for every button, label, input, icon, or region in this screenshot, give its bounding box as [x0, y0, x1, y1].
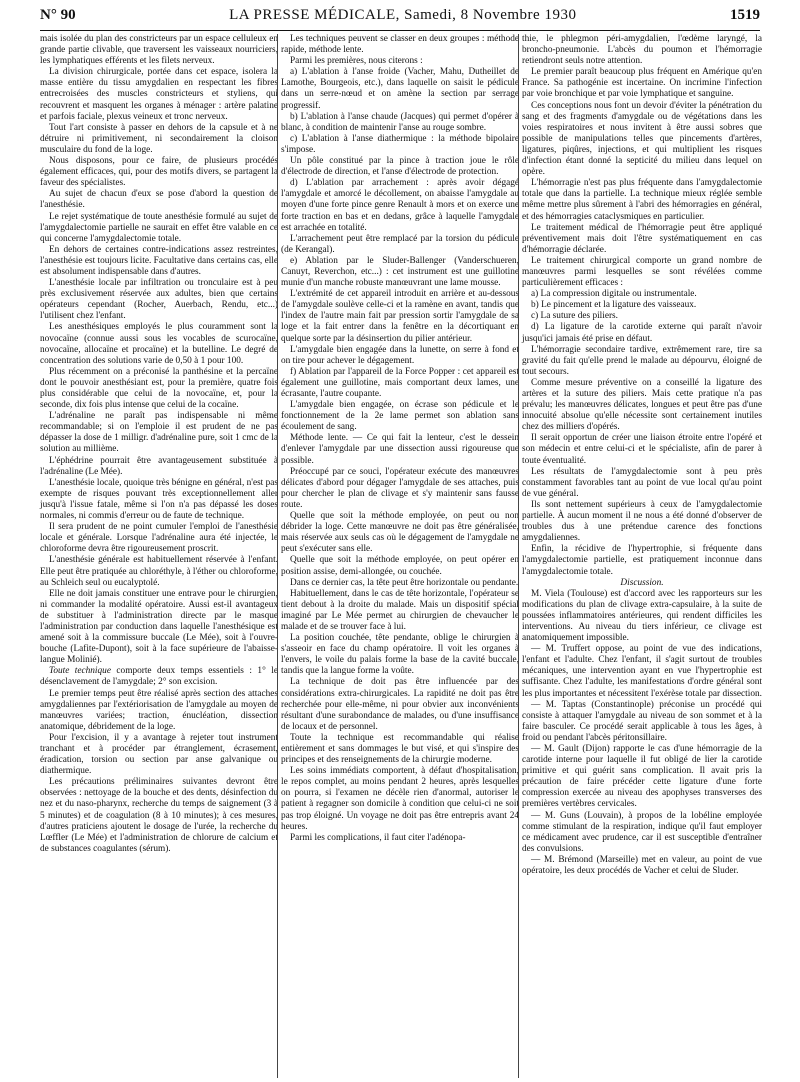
paragraph-text: e) Ablation par le Sluder-Ballenger (Vanderschueren, Canuyt, Reverchon, etc...) : cet instrument est une guillotine munie d'un manche robuste manœuvrant une lame mousse.	[281, 255, 519, 289]
text-column-1	[40, 34, 278, 855]
paragraph-text: thie, le phlegmon péri-amygdalien, l'œdème laryngé, la broncho-pneumonie. L'abcès du poumon et l'hémorragie retiendront seuls notre attention.	[522, 34, 762, 67]
paragraph	[40, 212, 278, 245]
paragraph-text: Au sujet de chacun d'eux se pose d'abord la question de l'anesthésie.	[40, 189, 278, 211]
text-column-3	[522, 34, 762, 877]
paragraph	[281, 56, 519, 67]
paragraph-text: Plus récemment on a préconisé la panthésine et la percaïne dont le pouvoir anesthésiant est, pour la première, quatre fois plus considérable que celui de la novocaïne, et, pour la seconde, dix fois plus intense que celui de la cocaïne.	[40, 366, 278, 411]
paragraph	[522, 34, 762, 67]
paragraph-text: a) L'ablation à l'anse froide (Vacher, Mahu, Dutheillet de Lamothe, Bourgeois, etc.), dans laquelle on saisit le pédicule dans un serre-nœud et on amène la section par serrage progressif.	[281, 67, 519, 111]
paragraph-text: L'amygdale bien engagée, on écrase son pédicule et le fonctionnement de la 2e lame permet son ablation sans écoulement de sang.	[281, 400, 519, 433]
paragraph	[281, 367, 519, 400]
paragraph	[522, 644, 762, 699]
paragraph-text: Les techniques peuvent se classer en deux groupes : méthode rapide, méthode lente.	[281, 34, 519, 56]
paragraph	[40, 367, 278, 411]
paragraph	[40, 278, 278, 322]
paragraph-text: Enfin, la récidive de l'hypertrophie, si fréquente dans l'amygdalectomie partielle, est pratiquement inconnue dans l'amygdalectomie totale.	[522, 544, 762, 577]
paragraph-text: L'anesthésie locale par infiltration ou tronculaire est à peu près exclusivement réservée aux adultes, bien que certains opérateurs cependant (Rocher, Auerbach, Rendu, etc...) l'utilisent chez l'enfant.	[40, 278, 278, 322]
paragraph	[40, 733, 278, 777]
paragraph	[281, 156, 519, 178]
paragraph	[281, 400, 519, 433]
paragraph-text: Les soins immédiats comportent, à défaut d'hospitalisation, le repos complet, au moins pendant 2 heures, après lesquelles on pourra, si l'examen ne décèle rien d'anormal, autoriser le patient à regagner son domicile à condition que celui-ci ne soit pas trop éloigné. Un voyage ne doit pas être entrepris avant 24 heures.	[281, 766, 519, 832]
paragraph-text: L'anesthésie générale est habituellement réservée à l'enfant. Elle peut être pratiquée au chloréthyle, à l'éther ou chloroforme, au Schleich seul ou eucalyptolé.	[40, 555, 278, 588]
paragraph-text: M. Viela (Toulouse) est d'accord avec les rapporteurs sur les modifications du plan de clivage extra-capsulaire, à la suite de poussées inflammatoires antérieures, qui rendent difficiles les interventions. Au niveau du tiers inférieur, ce clivage est anatomiquement impossible.	[522, 588, 762, 644]
paragraph	[281, 234, 519, 256]
paragraph-text: Parmi les complications, il faut citer l'adénopa-	[290, 832, 466, 843]
paragraph	[522, 700, 762, 744]
paragraph-text: L'anesthésie locale, quoique très bénigne en général, n'est pas exempte de risques pouvant très exceptionnellement aller jusqu'à l'issue fatale, même si l'on n'a pas dépassé les doses normales, ni commis d'erreur ou de faute de technique.	[40, 477, 278, 522]
paragraph-text: Quelle que soit la méthode employée, on peut opérer en position assise, demi-allongée, ou couchée.	[281, 555, 519, 577]
paragraph	[522, 811, 762, 855]
paragraph-text: En dehors de certaines contre-indications assez restreintes, l'anesthésie est toujours licite. Facultative dans certains cas, elle est absolument indispensable dans d'autres.	[40, 244, 278, 277]
paragraph	[522, 289, 762, 300]
paragraph	[281, 34, 519, 56]
paragraph	[522, 311, 762, 322]
paragraph-text: Elle ne doit jamais constituer une entrave pour le chirurgien, ni commander la modalité opératoire. Aussi est-il avantageux de substituer à l'administration directe par le masque l'administration par conduction dans laquelle l'anesthésique est amené soit à la commissure buccale (Le Mée), soit à l'ouvre-bouche (Lafite-Dupont), soit à la face supérieure de l'abaisse-langue Molinié).	[40, 588, 278, 666]
paragraph-text: Dans ce dernier cas, la tête peut être horizontale ou pendante.	[290, 577, 519, 588]
paragraph-text: — M. Guns (Louvain), à propos de la lobéline employée comme stimulant de la respiration, indique qu'il faut employer ce médicament avec prudence, car il est susceptible d'entraîner des convulsions.	[522, 810, 762, 854]
paragraph-text: Habituellement, dans le cas de tête horizontale, l'opérateur se tient debout à la droite du malade. Mais un dispositif spécial imaginé par Le Mée permet au chirurgien de chevaucher le malade et de se trouver face à lui.	[281, 588, 519, 632]
paragraph-text: a) La compression digitale ou instrumentale.	[531, 289, 697, 300]
paragraph-text: Préoccupé par ce souci, l'opérateur exécute des manœuvres délicates d'abord pour dégager l'amygdale de ses attaches, puis pour chercher le plan de clivage et s'y maintenir sans fausse route.	[281, 466, 519, 510]
paragraph-text: b) L'ablation à l'anse chaude (Jacques) qui permet d'opérer à blanc, à condition de maintenir l'anse au rouge sombre.	[281, 111, 519, 133]
paragraph-text: Ils sont nettement supérieurs à ceux de l'amygdalectomie partielle. À aucun moment il ne nous a été donné d'observer de troubles dus à une prétendue carence des fonctions amygdaliennes.	[522, 499, 762, 544]
paragraph	[522, 378, 762, 433]
paragraph-text: L'arrachement peut être remplacé par la torsion du pédicule (de Kerangal).	[281, 233, 519, 255]
paragraph-text: Le premier temps peut être réalisé après section des attaches amygdaliennes par l'extériorisation de l'amygdale au moyen de manœuvres variées; traction, énucléation, dissection anatomique, débridement de la loge.	[40, 688, 278, 732]
paragraph	[40, 555, 278, 588]
paragraph-text: Ces conceptions nous font un devoir d'éviter la pénétration du sang et des fragments d'amygdale ou de végétations dans les voies respiratoires et nous invitent à être aussi sobres que possible de manipulations telles que pincements d'artères, ligatures, piqûres, injections, et qui multiplient les risques d'infection étant donné la septicité du milieu dans lequel on opère.	[522, 100, 762, 178]
paragraph-text: d) La ligature de la carotide externe qui paraît n'avoir jusqu'ici jamais été prise en défaut.	[522, 322, 762, 344]
paragraph	[40, 123, 278, 156]
paragraph	[40, 34, 278, 67]
paragraph-text: La division chirurgicale, portée dans cet espace, isolera la masse entière du tissu amygdalien en respectant les fibres entrecroisées des muscles constricteurs et styliens, qui recouvrent et masquent les organes à ménager : artère palatine et parfois faciale, plexus veineux et tronc nerveux.	[40, 67, 278, 122]
paragraph	[281, 733, 519, 766]
paragraph	[40, 456, 278, 478]
paragraph	[522, 744, 762, 811]
paragraph	[40, 245, 278, 278]
paragraph	[281, 511, 519, 555]
paragraph	[281, 178, 519, 233]
paragraph	[522, 178, 762, 222]
paragraph	[40, 67, 278, 122]
paragraph	[281, 112, 519, 134]
page-header	[40, 2, 760, 28]
paragraph	[281, 467, 519, 511]
paragraph-text: La technique de doit pas être influencée par des considérations extra-chirurgicales. La rapidité ne doit pas être recherchée pour elle-même, ni pour obvier aux inconvénients résultant d'une surabondance de malades, ou d'une insuffisance de locaux et de personnel.	[281, 677, 519, 732]
paragraph-text: b) Le pincement et la ligature des vaisseaux.	[531, 300, 697, 311]
paragraph	[281, 345, 519, 367]
paragraph-text: L'extrémité de cet appareil introduit en arrière et au-dessous de l'amygdale soulève celle-ci et la ramène en avant, tandis que l'index de l'autre main fait par pression sortir l'amygdale de sa loge et la fait entrer dans la fenêtre en la décortiquant en quelque sorte par la désinsertion du pilier antérieur.	[281, 289, 519, 344]
paragraph-text: L'amygdale bien engagée dans la lunette, on serre à fond et on tire pour achever le dégagement.	[281, 344, 519, 366]
paragraph	[40, 322, 278, 366]
paragraph	[40, 689, 278, 733]
paragraph	[281, 289, 519, 344]
paragraph-text: — M. Brémond (Marseille) met en valeur, au point de vue opératoire, les deux procédés de Vacher et celui de Sluder.	[522, 854, 762, 877]
paragraph	[40, 478, 278, 522]
paragraph	[522, 855, 762, 877]
paragraph	[40, 589, 278, 667]
paragraph	[40, 189, 278, 211]
paragraph	[40, 411, 278, 455]
paragraph-text: Nous disposons, pour ce faire, de plusieurs procédés également efficaces, qui, pour des motifs divers, se partagent la faveur des spécialistes.	[40, 156, 278, 189]
paragraph	[281, 555, 519, 577]
paragraph	[281, 67, 519, 111]
text-column-2	[281, 34, 519, 844]
paragraph-text: — M. Taptas (Constantinople) préconise un procédé qui consiste à attaquer l'amygdale au niveau de son sommet et à la faire basculer. Ce procédé serait applicable à tous les âges, à froid ou pendant l'abcès péritonsillaire.	[522, 699, 762, 743]
paragraph	[281, 256, 519, 289]
paragraph	[522, 544, 762, 577]
paragraph-text: Tout l'art consiste à passer en dehors de la capsule et à ne détruire ni primitivement, ni secondairement la cloison musculaire du fond de la loge.	[40, 122, 278, 155]
paragraph	[522, 345, 762, 378]
paragraph-text: L'adrénaline ne paraît pas indispensable ni même recommandable; si on l'emploie il est prudent de ne pas dépasser la dose de 1 milligr. d'adrénaline pure, soit 1 cmc de la solution au millième.	[40, 411, 278, 455]
paragraph	[281, 833, 519, 844]
paragraph	[522, 256, 762, 289]
paragraph-text: Méthode lente. — Ce qui fait la lenteur, c'est le dessein d'enlever l'amygdale par une dissection aussi rigoureuse que possible.	[281, 433, 519, 466]
paragraph-text: comporte deux temps essentiels : 1° le désenclavement de l'amygdale; 2° son excision.	[40, 666, 278, 688]
paragraph-text: Les résultats de l'amygdalectomie sont à peu près constamment favorables tant au point de vue local qu'au point de vue général.	[522, 466, 762, 499]
paragraph	[522, 578, 762, 589]
paragraph-text: d) L'ablation par arrachement : après avoir dégagé l'amygdale et amorcé le décollement, on abaisse l'amygdale au moyen d'une forte pince genre Renault à mors et on exerce une forte traction en bas et en dedans, grâce à laquelle l'amygdale est arrachée en totalité.	[281, 178, 519, 233]
paragraph-text: L'hémorragie n'est pas plus fréquente dans l'amygdalectomie totale que dans la partielle. La technique mieux réglée semble même mettre plus sûrement à l'abri des hémorragies en général, et des hémorragies cataclysmiques en particulier.	[522, 178, 762, 222]
paragraph-text: Discussion.	[620, 577, 664, 588]
paragraph	[522, 500, 762, 544]
paragraph	[522, 300, 762, 311]
paragraph-text: La position couchée, tête pendante, oblige le chirurgien à s'asseoir en face du champ opératoire. Il voit les organes à l'envers, le voile du palais forme la base de la cavité buccale, tandis que la langue forme la voûte.	[281, 633, 519, 677]
paragraph-text: Il serait opportun de créer une liaison étroite entre l'opéré et son médecin et entre celui-ci et le spécialiste, afin de parer à toute éventualité.	[522, 433, 762, 466]
paragraph-text: mais isolée du plan des constricteurs par un espace celluleux en grande partie clivable, que traversent les vaisseaux nourriciers, les lymphatiques efférents et les filets nerveux.	[40, 34, 278, 67]
paragraph	[522, 589, 762, 644]
paragraph-text: Un pôle constitué par la pince à traction joue le rôle d'électrode de direction, et l'anse d'électrode de protection.	[281, 156, 519, 178]
paragraph-text: Parmi les premières, nous citerons :	[290, 56, 423, 67]
paragraph-text: Les précautions préliminaires suivantes devront être observées : nettoyage de la bouche et des dents, désinfection du nez et du naso-pharynx, recherche du temps de saignement (3 à 5 minutes) et de coagulation (8 à 10 minutes); à ces mesures, d'autres praticiens ajoutent le dosage de l'urée, la recherche du Lœffler (Le Mée) et l'administration de chlorure de calcium et de substances coagulantes (sérum).	[40, 777, 278, 854]
issue-number: N° 90	[40, 6, 76, 23]
paragraph-text: c) La suture des piliers.	[531, 311, 618, 322]
paragraph-text: Pour l'excision, il y a avantage à rejeter tout instrument tranchant et à procéder par étranglement, écrasement, éradication, torsion ou section par anse galvanique ou diathermique.	[40, 732, 278, 777]
paragraph-text: — M. Truffert oppose, au point de vue des indications, l'enfant et l'adulte. Chez l'enfant, il s'agit surtout de troubles mécaniques, une intervention ayant en vue l'hypertrophie est suffisante. Chez l'adulte, les manifestations d'ordre général sont les plus importantes et nécessitent l'exérèse totale par dissection.	[522, 644, 762, 699]
paragraph	[281, 134, 519, 156]
paragraph	[281, 677, 519, 732]
paragraph-text: Les anesthésiques employés le plus couramment sont la novocaïne (connue aussi sous les vocables de scurocaïne, novocaïne, allocaïne et procaïne) et la butelline. Le degré de concentration des solutions varie de 0,50 à 1 pour 100.	[40, 322, 278, 366]
paragraph-text: Le traitement chirurgical comporte un grand nombre de manœuvres parmi lesquelles se sont révélées comme particulièrement efficaces :	[522, 255, 762, 289]
paragraph	[281, 633, 519, 677]
paragraph-text: c) L'ablation à l'anse diathermique : la méthode bipolaire s'impose.	[281, 133, 519, 155]
paragraph	[281, 578, 519, 589]
column-divider	[277, 34, 278, 1078]
paragraph-text: Comme mesure préventive on a conseillé la ligature des artères et la suture des piliers. Mais cette pratique n'a pas prévalu; les manœuvres délicates, longues et peut être pas d'une innocuité absolue qu'elle nécessite sont certainement inutiles chez des milliers d'opérés.	[522, 377, 762, 433]
paragraph	[40, 777, 278, 855]
paragraph-text: Le rejet systématique de toute anesthésie formulé au sujet de l'amygdalectomie partielle ne saurait en effet être valable en ce qui concerne l'amygdalectomie totale.	[40, 211, 278, 244]
paragraph-lead: Toute technique	[49, 666, 111, 677]
paragraph-text: Toute la technique est recommandable qui réalise entièrement et sans dommages le but visé, et qui s'inspire des principes et des renseignements de la chirurgie moderne.	[281, 732, 519, 766]
paragraph-text: L'hémorragie secondaire tardive, extrêmement rare, tire sa gravité du fait qu'elle prend le malade au dépourvu, éloigné de tout secours.	[522, 344, 762, 377]
paragraph	[40, 666, 278, 688]
journal-title: LA PRESSE MÉDICALE, Samedi, 8 Novembre 1930	[229, 6, 577, 23]
paragraph	[40, 156, 278, 189]
paragraph-text: Le premier paraît beaucoup plus fréquent en Amérique qu'en France. Sa pathogénie est incertaine. On incrimine l'infection par voie bronchique et par voie lymphatique et sanguine.	[522, 67, 762, 100]
paragraph	[522, 433, 762, 466]
paragraph	[522, 101, 762, 179]
paragraph	[522, 467, 762, 500]
page-number: 1519	[729, 6, 760, 23]
paragraph-text: Quelle que soit la méthode employée, on peut ou non débrider la loge. Cette manœuvre ne doit pas être généralisée, mais réservée aux seuls cas où le dégagement de l'amygdale ne peut s'exécuter sans elle.	[281, 511, 519, 555]
header-rule	[40, 30, 760, 31]
paragraph-text: L'éphédrine pourrait être avantageusement substituée à l'adrénaline (Le Mée).	[40, 455, 278, 477]
paragraph	[40, 522, 278, 555]
paragraph	[522, 67, 762, 100]
paragraph	[522, 322, 762, 344]
paragraph-text: Le traitement médical de l'hémorragie peut être appliqué préventivement mais doit l'être systématiquement en cas d'hémorragie déclarée.	[522, 222, 762, 255]
paragraph-text: f) Ablation par l'appareil de la Force Popper : cet appareil est également une guillotine, mais comportant deux lames, une écrasante, l'autre coupante.	[281, 366, 519, 399]
paragraph	[281, 766, 519, 833]
paragraph	[281, 589, 519, 633]
paragraph-text: Il sera prudent de ne point cumuler l'emploi de l'anesthésie locale et générale. Lorsque l'adrénaline aura été injectée, le chloroforme devra être rigoureusement proscrit.	[40, 522, 278, 555]
paragraph-text: — M. Gault (Dijon) rapporte le cas d'une hémorragie de la carotide interne pour laquelle il fut obligé de lier la carotide primitive et qui guérit sans complication. Il avait pris la précaution de faire précéder cette ligature d'une forte compression exercée au niveau des apophyses transverses des premières vertèbres cervicales.	[522, 744, 762, 810]
paragraph	[281, 433, 519, 466]
paragraph	[522, 223, 762, 256]
column-divider	[518, 34, 519, 1078]
